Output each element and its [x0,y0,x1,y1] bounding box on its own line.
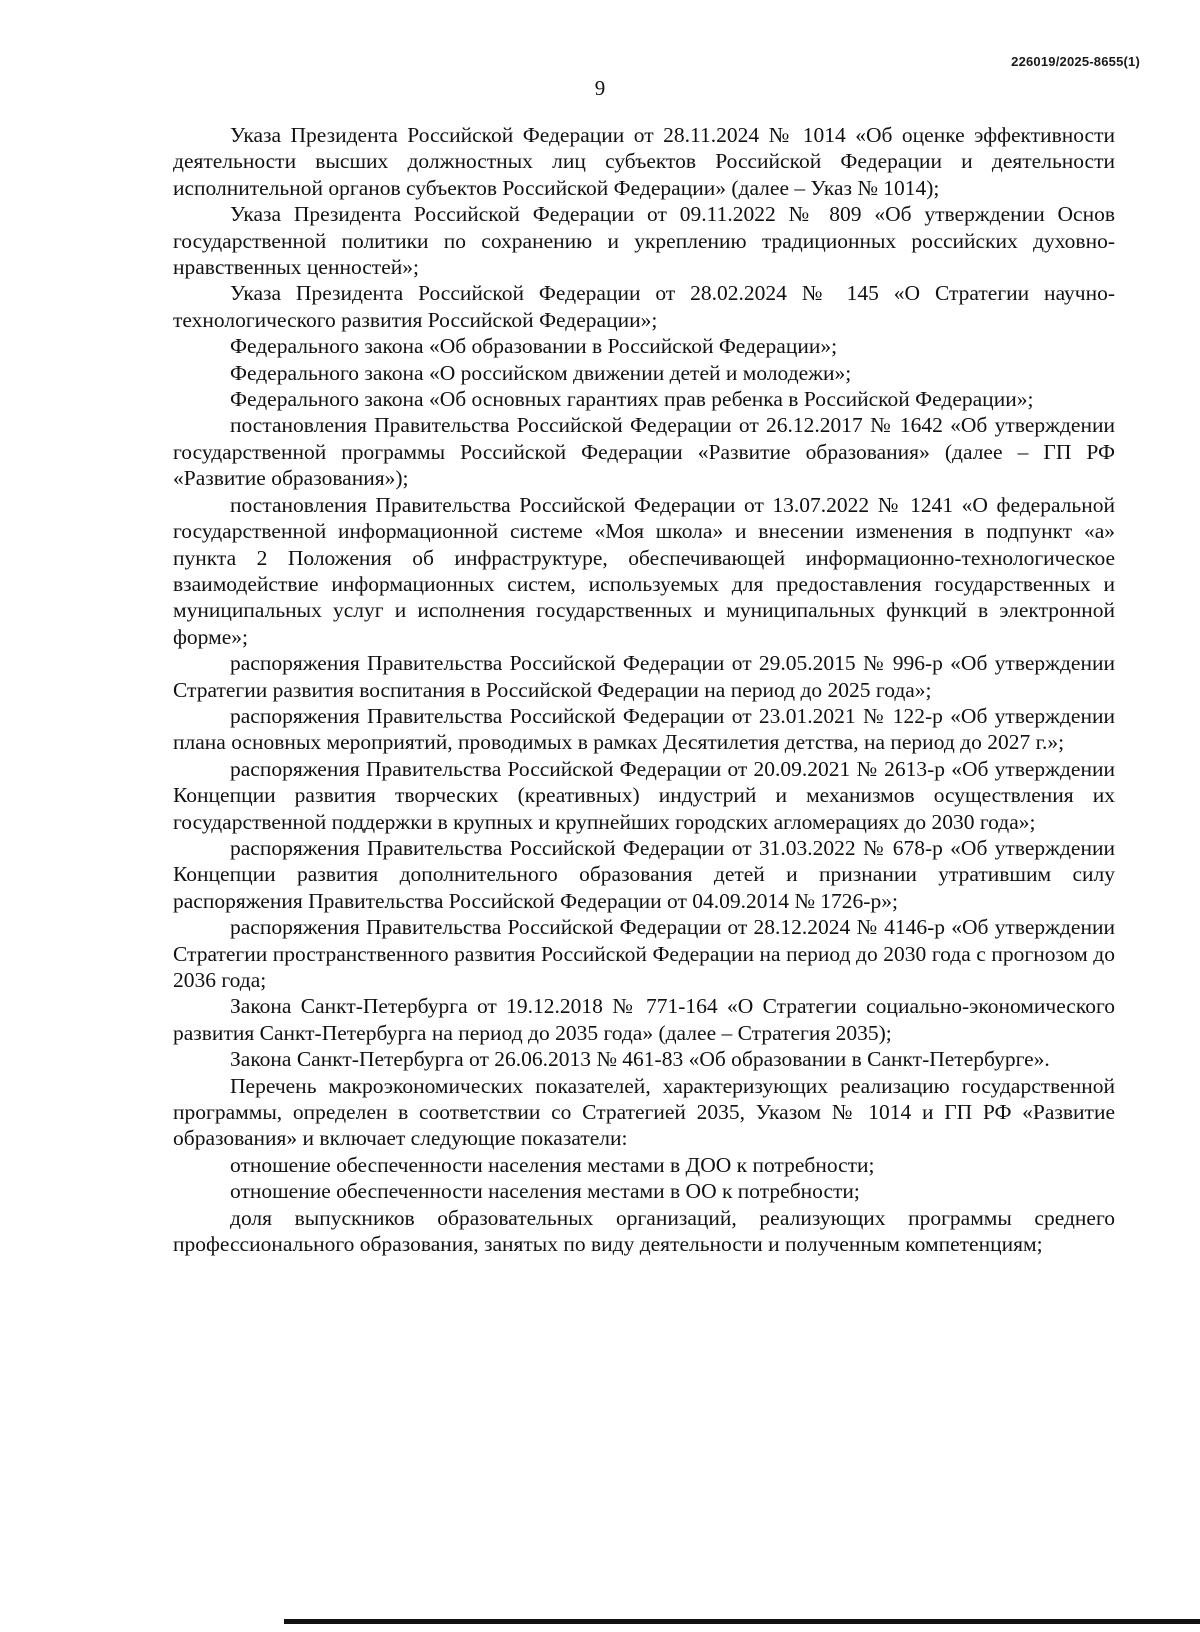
paragraph: распоряжения Правительства Российской Федерации от 31.03.2022 № 678-р «Об утверждении Концепции развития дополнительного образования детей и признании утратившим силу распоряжения Правительства Российской Федерации от 04.09.2014 № 1726-р»; [173,835,1115,913]
paragraph: распоряжения Правительства Российской Федерации от 20.09.2021 № 2613-р «Об утверждении Концепции развития творческих (креативных) индустрий и механизмов осуществления их государственной поддержки в крупных и крупнейших городских агломерациях до 2030 года»; [173,756,1115,834]
paragraph: отношение обеспеченности населения местами в ДОО к потребности; [230,1152,875,1177]
paragraph: Указа Президента Российской Федерации от 09.11.2022 № 809 «Об утверждении Основ государственной политики по сохранению и укреплению традиционных российских духовно-нравственных ценностей»; [173,202,1115,280]
paragraph: распоряжения Правительства Российской Федерации от 29.05.2015 № 996-р «Об утверждении Стратегии развития воспитания в Российской Федерации на период до 2025 года»; [173,651,1115,702]
paragraph: постановления Правительства Российской Федерации от 13.07.2022 № 1241 «О федеральной государственной информационной системе «Моя школа» и внесении изменения в подпункт «а» пункта 2 Положения об инфраструктуре, обеспечивающей информационно-технологическое взаимодействие информационных систем, используемых для предоставления государственных и муниципальных услуг и исполнения государственных и муниципальных функций в электронной форме»; [173,492,1115,649]
paragraph: Федерального закона «Об образовании в Российской Федерации»; [230,334,838,359]
scan-edge-divider [284,1619,1200,1624]
paragraph: доля выпускников образовательных организаций, реализующих программы среднего профессионального образования, занятых по виду деятельности и полученным компетенциям; [173,1205,1115,1257]
paragraph: Указа Президента Российской Федерации от 28.11.2024 № 1014 «Об оценке эффективности деятельности высших должностных лиц субъектов Российской Федерации и деятельности исполнительной органов субъектов Российской Федерации» (далее – Указ № 1014); [173,123,1115,200]
paragraph: Перечень макроэкономических показателей, характеризующих реализацию государственной программы, определен в соответствии со Стратегией 2035, Указом № 1014 и ГП РФ «Развитие образования» и включает следующие показатели: [173,1073,1115,1151]
paragraph: постановления Правительства Российской Федерации от 26.12.2017 № 1642 «Об утверждении государственной программы Российской Федерации «Развитие образования» (далее – ГП РФ «Развитие образования»); [173,413,1115,491]
document-body [173,122,1115,1257]
paragraph: Указа Президента Российской Федерации от 28.02.2024 № 145 «О Стратегии научно-технологического развития Российской Федерации»; [173,281,1115,332]
paragraph: Закона Санкт-Петербурга от 26.06.2013 № 461-83 «Об образовании в Санкт-Петербурге». [230,1047,1050,1072]
document-registration-number: 226019/2025-8655(1) [1011,54,1140,69]
paragraph: Закона Санкт-Петербурга от 19.12.2018 № 771-164 «О Стратегии социально-экономического развития Санкт-Петербурга на период до 2035 года» (далее – Стратегия 2035); [173,994,1115,1045]
page-number: 9 [594,76,606,100]
paragraph: распоряжения Правительства Российской Федерации от 23.01.2021 № 122-р «Об утверждении плана основных мероприятий, проводимых в рамках Десятилетия детства, на период до 2027 г.»; [173,703,1115,755]
paragraph: отношение обеспеченности населения местами в ОО к потребности; [230,1179,860,1204]
paragraph: Федерального закона «О российском движении детей и молодежи»; [230,360,852,385]
paragraph: Федерального закона «Об основных гарантиях прав ребенка в Российской Федерации»; [230,387,1034,412]
paragraph: распоряжения Правительства Российской Федерации от 28.12.2024 № 4146-р «Об утверждении Стратегии пространственного развития Российской Федерации на период до 2030 года с прогнозом до 2036 года; [173,915,1115,992]
